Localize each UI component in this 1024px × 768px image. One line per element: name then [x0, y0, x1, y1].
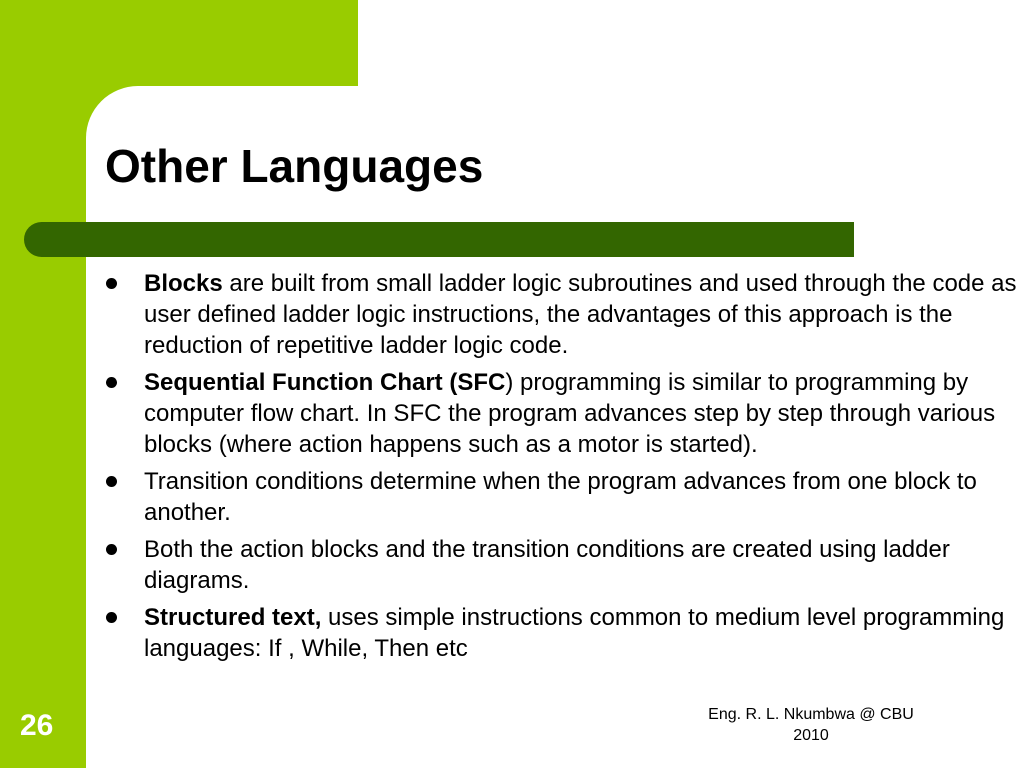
bullet-dot-icon [106, 377, 117, 388]
bullet-bold-text: Structured text, [144, 604, 322, 631]
bullet-text: are built from small ladder logic subroutines and used through the code as user defined ladder logic instructions, the advantages of this approach is the reduction of repetitive ladder logic code. [144, 270, 1017, 359]
bullet-bold-text: Blocks [144, 270, 223, 297]
bullet-item-ladder-diagrams [105, 534, 1017, 596]
footer-author: Eng. R. L. Nkumbwa @ CBU [708, 706, 914, 723]
bullet-text: Transition conditions determine when the program advances from one block to another. [144, 468, 977, 526]
bullet-item-structured-text [105, 602, 1017, 664]
bullet-dot-icon [106, 544, 117, 555]
bullet-dot-icon [106, 476, 117, 487]
bullet-list [105, 268, 1017, 670]
bullet-text: ) programming is similar to programming by computer flow chart. In SFC the program advances step by step through various blocks (where action happens such as a motor is started). [144, 369, 996, 458]
bullet-text: Both the action blocks and the transition conditions are created using ladder diagrams. [144, 536, 950, 594]
slide-number: 26 [20, 709, 54, 742]
bullet-dot-icon [106, 612, 117, 623]
bullet-dot-icon [106, 278, 117, 289]
footer-year: 2010 [793, 727, 829, 744]
slide-title: Other Languages [105, 140, 484, 192]
bullet-item-blocks [105, 268, 1017, 361]
bullet-bold-text: Sequential Function Chart (SFC [144, 369, 506, 396]
bullet-item-sfc [105, 367, 1017, 460]
title-underline-bar [24, 222, 854, 257]
bullet-text: uses simple instructions common to medium level programming languages: If , While, Then etc [144, 604, 1005, 662]
footer-credit [682, 704, 940, 746]
bullet-item-transition [105, 466, 1017, 528]
